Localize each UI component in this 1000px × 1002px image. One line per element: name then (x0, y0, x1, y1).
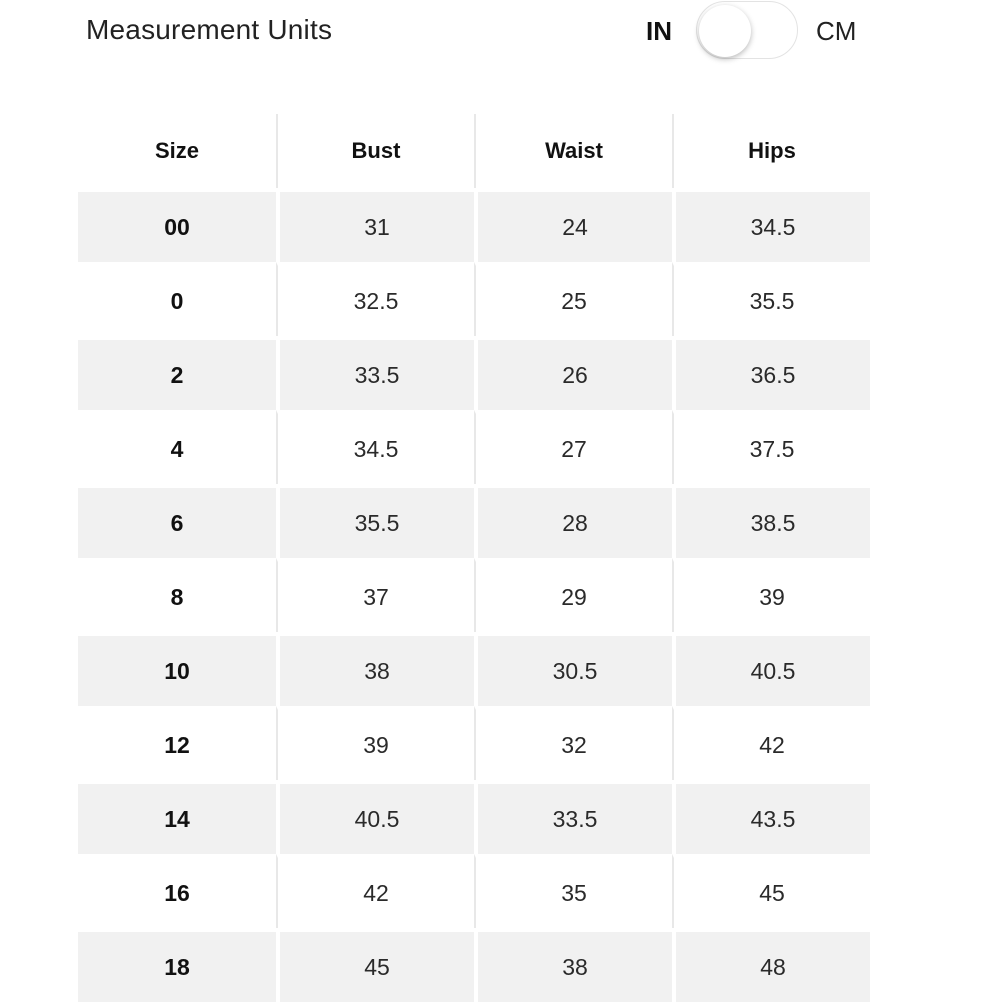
cell-size: 18 (78, 928, 276, 1002)
table-row (78, 706, 870, 780)
cell-waist: 32 (474, 706, 672, 780)
cell-bust: 38 (276, 632, 474, 706)
cell-bust: 31 (276, 188, 474, 262)
cell-waist: 30.5 (474, 632, 672, 706)
cell-bust: 32.5 (276, 262, 474, 336)
cell-hips: 45 (672, 854, 870, 928)
cell-waist: 33.5 (474, 780, 672, 854)
measurement-units-bar (0, 0, 1000, 64)
cell-bust: 35.5 (276, 484, 474, 558)
table-row (78, 188, 870, 262)
cell-hips: 39 (672, 558, 870, 632)
cell-waist: 24 (474, 188, 672, 262)
size-chart-table (78, 114, 870, 1002)
cell-size: 10 (78, 632, 276, 706)
cell-size: 2 (78, 336, 276, 410)
table-row (78, 558, 870, 632)
cell-size: 8 (78, 558, 276, 632)
unit-option-cm[interactable]: CM (816, 16, 857, 46)
cell-hips: 36.5 (672, 336, 870, 410)
unit-option-in[interactable]: IN (646, 16, 672, 46)
cell-hips: 38.5 (672, 484, 870, 558)
measurement-units-label: Measurement Units (86, 14, 333, 45)
cell-hips: 37.5 (672, 410, 870, 484)
cell-hips: 35.5 (672, 262, 870, 336)
cell-size: 6 (78, 484, 276, 558)
cell-waist: 27 (474, 410, 672, 484)
cell-hips: 48 (672, 928, 870, 1002)
header-size: Size (154, 138, 200, 163)
cell-waist: 26 (474, 336, 672, 410)
table-row (78, 780, 870, 854)
cell-size: 12 (78, 706, 276, 780)
cell-hips: 40.5 (672, 632, 870, 706)
units-toggle-knob[interactable] (699, 5, 751, 57)
cell-size: 4 (78, 410, 276, 484)
cell-hips: 42 (672, 706, 870, 780)
table-row (78, 410, 870, 484)
cell-bust: 33.5 (276, 336, 474, 410)
cell-waist: 29 (474, 558, 672, 632)
cell-size: 14 (78, 780, 276, 854)
cell-hips: 34.5 (672, 188, 870, 262)
cell-size: 0 (78, 262, 276, 336)
cell-hips: 43.5 (672, 780, 870, 854)
table-row (78, 484, 870, 558)
cell-size: 00 (78, 188, 276, 262)
table-row (78, 928, 870, 1002)
cell-waist: 35 (474, 854, 672, 928)
cell-bust: 42 (276, 854, 474, 928)
table-row (78, 632, 870, 706)
cell-waist: 28 (474, 484, 672, 558)
cell-bust: 39 (276, 706, 474, 780)
cell-waist: 25 (474, 262, 672, 336)
cell-waist: 38 (474, 928, 672, 1002)
table-row (78, 336, 870, 410)
cell-bust: 34.5 (276, 410, 474, 484)
cell-bust: 40.5 (276, 780, 474, 854)
header-bust: Bust (276, 114, 474, 188)
table-row (78, 854, 870, 928)
table-row (78, 262, 870, 336)
header-waist: Waist (474, 114, 672, 188)
cell-size: 16 (78, 854, 276, 928)
units-toggle[interactable] (696, 1, 798, 59)
table-header-row (78, 114, 870, 188)
cell-bust: 45 (276, 928, 474, 1002)
header-hips: Hips (672, 114, 870, 188)
cell-bust: 37 (276, 558, 474, 632)
